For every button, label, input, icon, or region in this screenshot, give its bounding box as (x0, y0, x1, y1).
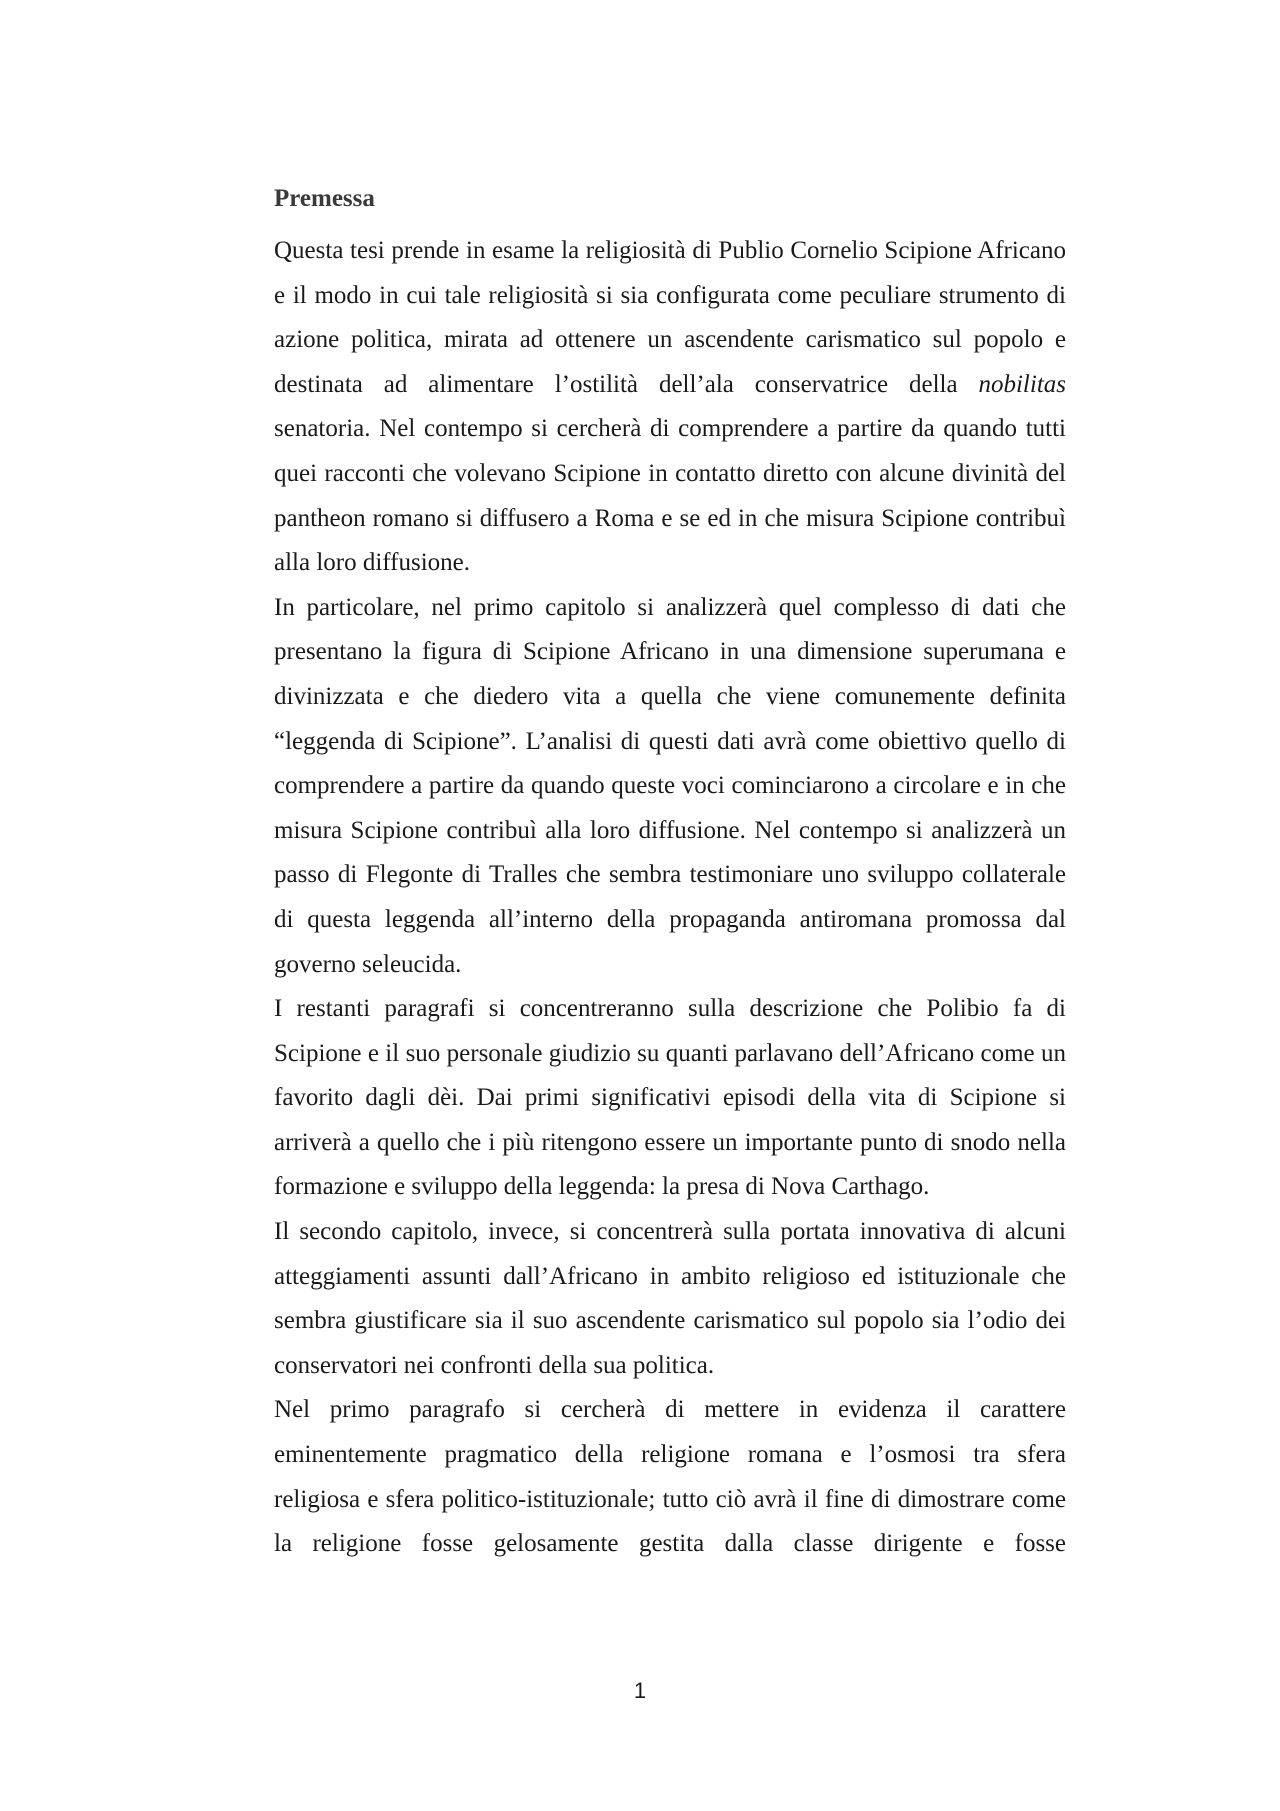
paragraph-2: In particolare, nel primo capitolo si analizzerà quel complesso di dati che presentano la figura di Scipione Africano in una dimensione superumana e divinizzata e che diedero vita a quella che viene comunemente definita “leggenda di Scipione”. L’analisi di questi dati avrà come obiettivo quello di comprendere a partire da quando queste voci cominciarono a circolare e in che misura Scipione contribuì alla loro diffusione. Nel contempo si analizzerà un passo di Flegonte di Tralles che sembra testimoniare uno sviluppo collaterale di questa leggenda all’interno della propaganda antiromana promossa dal governo seleucida. (274, 593, 1066, 978)
paragraph-1-text-start: Questa tesi prende in esame la religiosità di Publio Cornelio Scipione Africano e il modo in cui tale religiosità si sia configurata come peculiare strumento di azione politica, mirata ad ottenere un ascendente carismatico sul popolo e destinata ad alimentare l’ostilità dell’ala conservatrice della (274, 237, 1066, 398)
document-content (274, 184, 1066, 1567)
paragraph-5: Nel primo paragrafo si cercherà di mettere in evidenza il carattere eminentemente pragmatico della religione romana e l’osmosi tra sfera religiosa e sfera politico-istituzionale; tutto ciò avrà il fine di dimostrare come la religione fosse gelosamente gestita dalla classe dirigente e fosse (274, 1396, 1066, 1558)
paragraph-1-text-end: senatoria. Nel contempo si cercherà di comprendere a partire da quando tutti quei racconti che volevano Scipione in contatto diretto con alcune divinità del pantheon romano si diffusero a Roma e se ed in che misura Scipione contribuì alla loro diffusione. (274, 415, 1066, 577)
paragraph-1 (274, 229, 1066, 586)
paragraph-4: Il secondo capitolo, invece, si concentrerà sulla portata innovativa di alcuni atteggiamenti assunti dall’Africano in ambito religioso ed istituzionale che sembra giustificare sia il suo ascendente carismatico sul popolo sia l’odio dei conservatori nei confronti della sua politica. (274, 1218, 1066, 1379)
page-number: 1 (633, 1678, 647, 1703)
body-text (274, 229, 1066, 1567)
paragraph-1-italic-term: nobilitas (978, 370, 1066, 398)
section-heading: Premessa (274, 185, 375, 212)
paragraph-3: I restanti paragrafi si concentreranno sulla descrizione che Polibio fa di Scipione e il suo personale giudizio su quanti parlavano dell’Africano come un favorito dagli dèi. Dai primi significativi episodi della vita di Scipione si arriverà a quello che i più ritengono essere un importante punto di snodo nella formazione e sviluppo della leggenda: la presa di Nova Carthago. (274, 995, 1066, 1201)
